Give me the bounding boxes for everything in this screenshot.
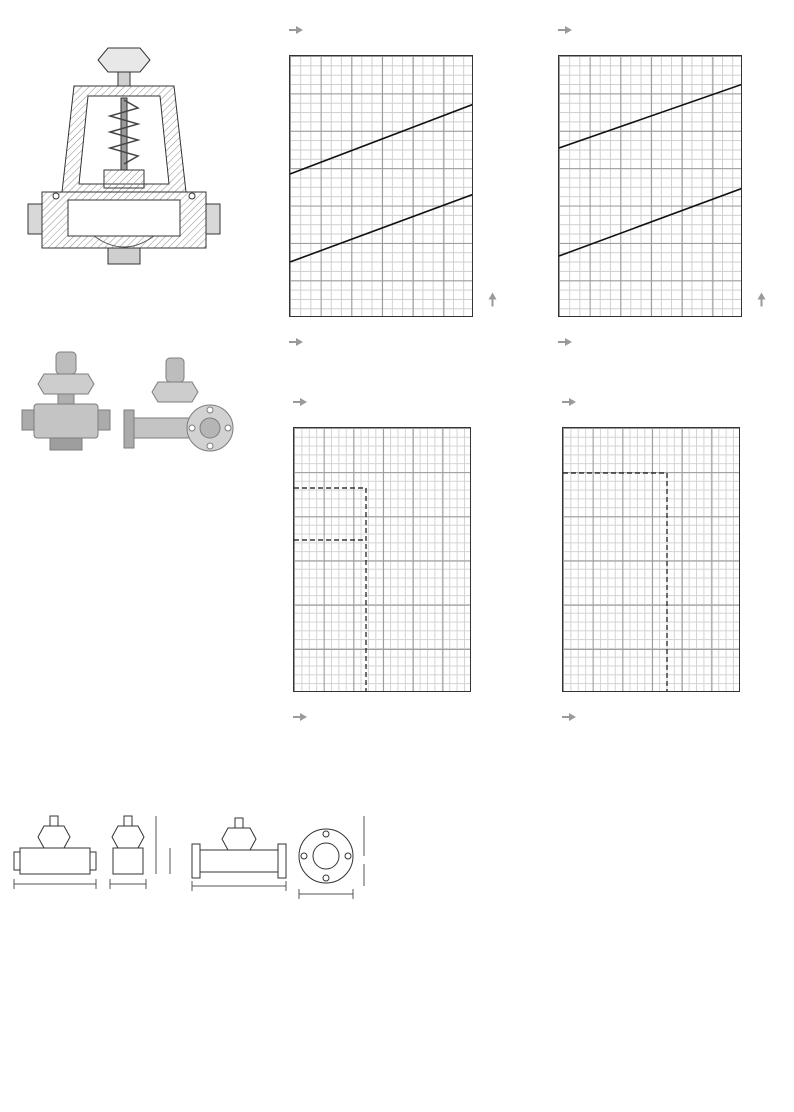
axis-arrow-icon	[293, 398, 308, 406]
axis-arrow-icon	[562, 398, 577, 406]
y-right-ticks	[477, 55, 509, 301]
lbh-arrow-icon	[758, 292, 766, 307]
stroke-chart-65	[522, 398, 790, 738]
lbh-arrow-icon	[489, 292, 497, 307]
valve-cross-section-drawing	[8, 40, 238, 334]
capacity-plot-area	[558, 55, 742, 317]
y-left-ticks	[259, 55, 287, 317]
axis-arrow-icon	[289, 338, 304, 346]
axis-arrow-icon	[289, 26, 304, 34]
capacity-curves	[559, 56, 742, 317]
factory-setting-note	[8, 630, 246, 638]
dimension-drawings	[6, 786, 388, 936]
y-left-ticks	[528, 55, 556, 317]
flanged-photo	[118, 342, 238, 460]
turns-ticks	[275, 427, 289, 692]
capacity-chart-45	[253, 26, 515, 362]
temperature-lines	[294, 428, 471, 692]
axis-arrow-icon	[562, 713, 577, 721]
turns-ticks	[544, 427, 558, 692]
stroke-plot-area	[562, 427, 740, 692]
capacity-chart-65	[522, 26, 790, 362]
basic-type-photo	[16, 346, 116, 458]
stroke-plot-area	[293, 427, 471, 692]
axis-arrow-icon	[558, 26, 573, 34]
capacity-curves	[290, 56, 473, 317]
axis-arrow-icon	[293, 713, 308, 721]
stroke-chart-45	[253, 398, 521, 738]
capacity-plot-area	[289, 55, 473, 317]
axis-arrow-icon	[558, 338, 573, 346]
temperature-lines	[563, 428, 740, 692]
y-right-ticks	[746, 55, 778, 301]
